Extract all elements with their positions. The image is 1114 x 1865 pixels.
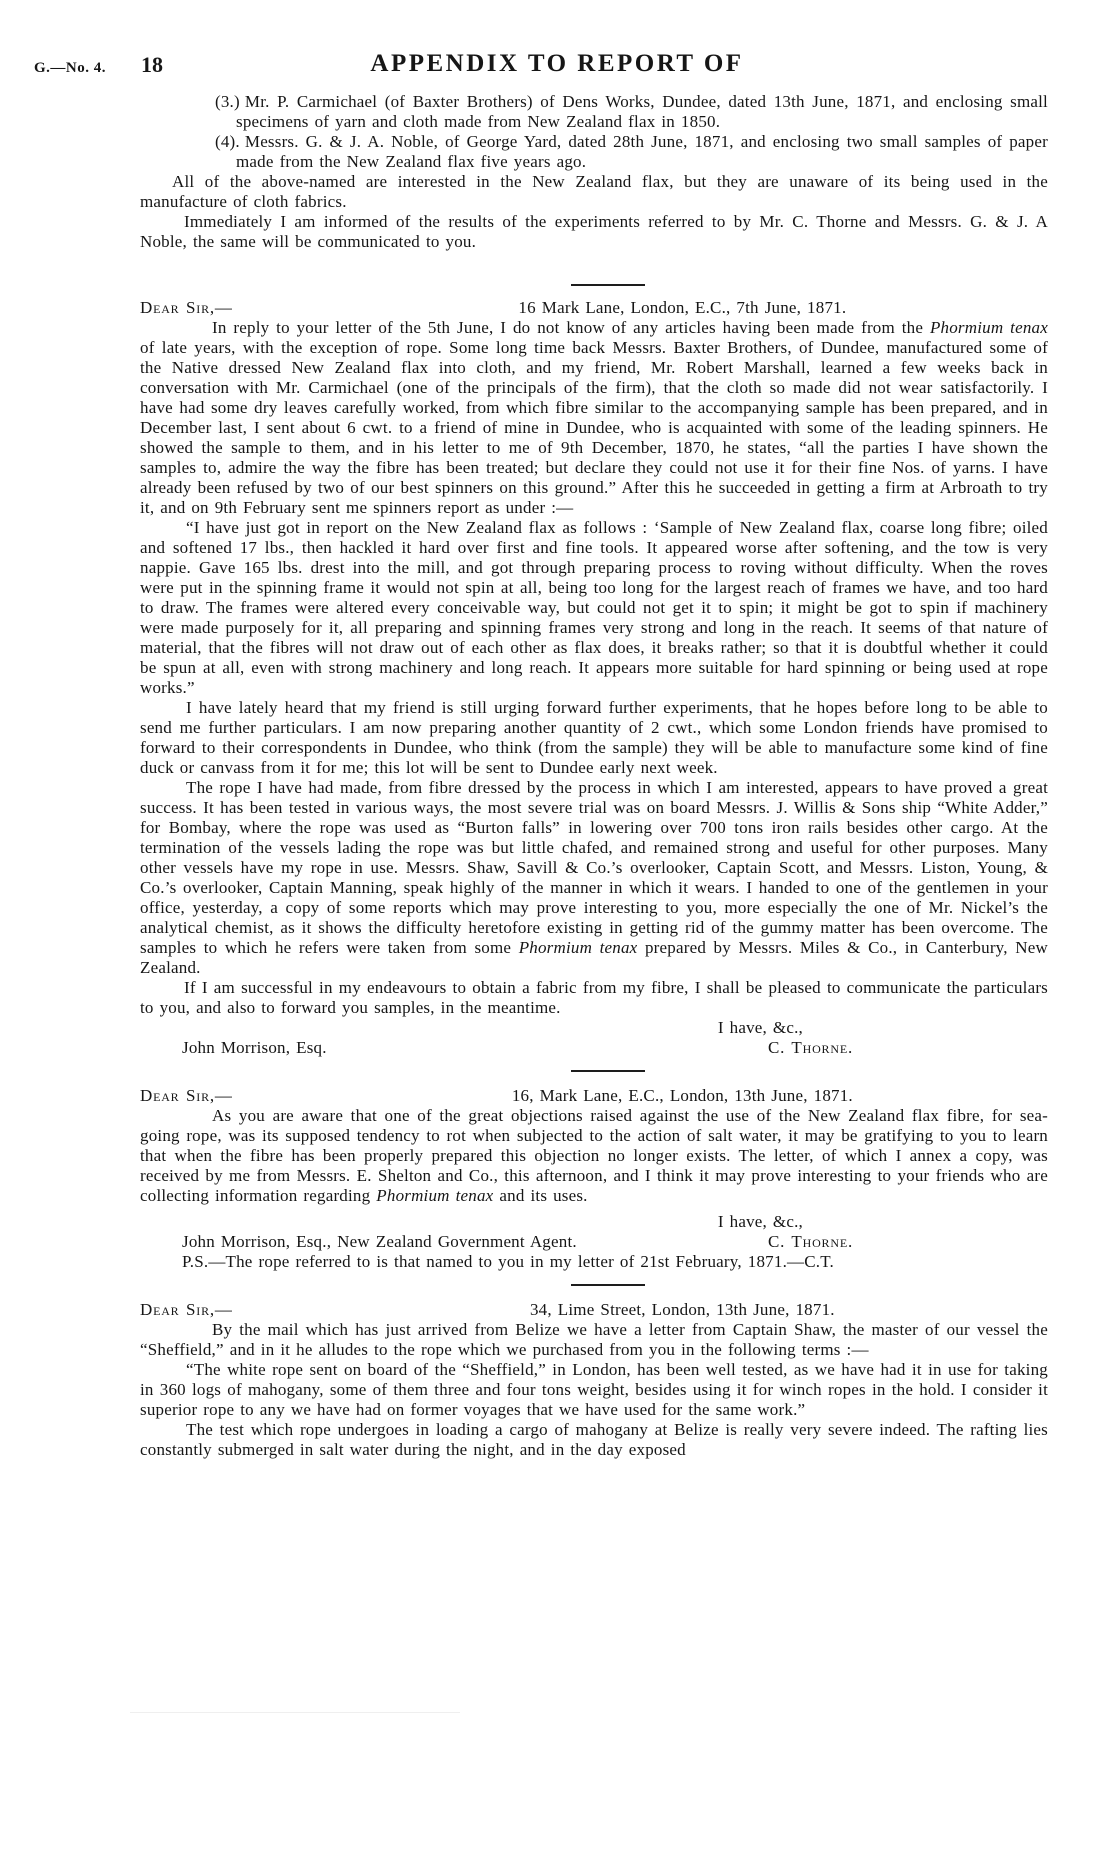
document-number: G.—No. 4.: [34, 60, 106, 76]
section-separator: [571, 1284, 645, 1286]
addressee: John Morrison, Esq., New Zealand Government Agent.: [182, 1232, 577, 1251]
list-item: [140, 92, 1048, 132]
paragraph: All of the above-named are interested in the New Zealand flax, but they are unaware of its being used in the manufacture of cloth fabrics.: [140, 172, 1048, 211]
letter-block: [140, 298, 1048, 1058]
salutation: Dear Sir,—: [140, 298, 233, 317]
paragraph: As you are aware that one of the great objections raised against the use of the New Zealand flax fibre, for sea-going rope, was its supposed tendency to rot when subjected to the action of salt water, it may be gratifying to you to learn that when the fibre has been properly prepared this objection no longer exists. The letter, of which I annex a copy, was received by me from Messrs. E. Shelton and Co., this afternoon, and I think it may prove interesting to your friends who are collecting information regarding Phormium tenax and its uses.: [140, 1106, 1048, 1205]
page-title: APPENDIX TO REPORT OF: [370, 50, 744, 77]
paragraph: “I have just got in report on the New Zealand flax as follows : ‘Sample of New Zealand flax, coarse long fibre; oiled and softened 17 lbs., then hackled it hard over first and fine tools. It appeared worse after softening, and the tow is very nappie. Gave 165 lbs. drest into the mill, and got through preparing process to roving without difficulty. When the roves were put in the spinning frame it would not spin at all, being too long for the largest reach of frames we have, and too hard to draw. The frames were altered every conceivable way, but could not get it to spin; it might be got to spin if machinery were made purposely for it, all preparing and spinning frames very strong and long in the reach. It seems of that nature of material, that the fibres will not draw out of each other as flax does, it breaks rather; so that it is doubtful whether it could be spun at all, even with strong machinery and long reach. It appears more suitable for hard spinning or being used at rope works.”: [140, 518, 1048, 697]
paragraph: “The white rope sent on board of the “Sheffield,” in London, has been well tested, as we have had it in use for taking in 360 logs of mahogany, some of them three and four tons weight, besides using it for winch ropes in the hold. I consider it superior rope to any we have had on former voyages that we have used for the same work.”: [140, 1360, 1048, 1419]
salutation-row: [140, 1086, 1048, 1106]
list-item: [140, 132, 1048, 172]
paragraph: If I am successful in my endeavours to obtain a fabric from my fibre, I shall be pleased to communicate the particulars to you, and also to forward you samples, in the meantime.: [140, 978, 1048, 1017]
letter-block: [140, 1086, 1048, 1272]
letter-closing: I have, &c.,: [717, 1212, 803, 1231]
salutation-row: [140, 298, 1048, 318]
signature-row: [140, 1038, 1048, 1058]
signature: C. Thorne.: [768, 1038, 853, 1057]
paragraph: I have lately heard that my friend is still urging forward further experiments, that he hopes before long to be able to send me further particulars. I am now preparing another quantity of 2 cwt., which some London friends have promised to forward to their correspondents in Dundee, who think (from the sample) they will be able to manufacture some kind of fine duck or canvass from it for me; this lot will be sent to Dundee early next week.: [140, 698, 1048, 777]
signature-row: [140, 1232, 1048, 1252]
signature: C. Thorne.: [768, 1232, 853, 1251]
item-text: Messrs. G. & J. A. Noble, of George Yard, dated 28th June, 1871, and enclosing two small samples of paper made from the New Zealand flax five years ago.: [236, 132, 1048, 171]
page-number: 18: [141, 52, 163, 77]
paragraph: In reply to your letter of the 5th June, I do not know of any articles having been made from the Phormium tenax of late years, with the exception of rope. Some long time back Messrs. Baxter Brothers, of Dundee, manufactured some of the Native dressed New Zealand flax into cloth, and my friend, Mr. Robert Marshall, learned a few weeks back in conversation with Mr. Carmichael (one of the principals of the firm), that the cloth so made did not wear satisfactorily. I have had some dry leaves carefully worked, from which fibre similar to the accompanying sample has been prepared, and in December last, I sent about 6 cwt. to a friend of mine in Dundee, who is acquainted with some of the leading spinners. He showed the sample to them, and in his letter to me of 9th December, 1870, he states, “all the parties I have shown the samples to, admire the way the fibre has been treated; but declare they could not use it for their fine Nos. of yarns. I have already been refused by two of our best spinners on this ground.” After this he succeeded in getting a firm at Arbroath to try it, and on 9th February sent me spinners report as under :—: [140, 318, 1048, 517]
addressee: John Morrison, Esq.: [182, 1038, 327, 1057]
salutation: Dear Sir,—: [140, 1086, 233, 1105]
salutation: Dear Sir,—: [140, 1300, 233, 1319]
faint-bottom-rule: [130, 1712, 460, 1713]
section-separator: [571, 284, 645, 286]
letter-block: [140, 1300, 1048, 1460]
item-text: Mr. P. Carmichael (of Baxter Brothers) of Dens Works, Dundee, dated 13th June, 1871, and enclosing small specimens of yarn and cloth made from New Zealand flax in 1850.: [236, 92, 1048, 131]
postscript: P.S.—The rope referred to is that named to you in my letter of 21st February, 1871.—C.T.: [182, 1252, 834, 1271]
letter-address-date: 16, Mark Lane, E.C., London, 13th June, 1871.: [511, 1086, 853, 1105]
paragraph: The rope I have had made, from fibre dressed by the process in which I am interested, appears to have proved a great success. It has been tested in various ways, the most severe trial was on board Messrs. J. Willis & Sons ship “White Adder,” for Bombay, where the rope was used as “Burton falls” in lowering over 700 tons iron rails besides other cargo. At the termination of the vessels lading the rope was but little chafed, and remained strong and useful for other purposes. Many other vessels have my rope in use. Messrs. Shaw, Savill & Co.’s overlooker, Captain Scott, and Messrs. Liston, Young, & Co.’s overlooker, Captain Manning, speak highly of the manner in which it wears. I handed to one of the gentlemen in your office, yesterday, a copy of some reports which may prove interesting to you, more especially the one of Mr. Nickel’s the analytical chemist, as it shows the difficulty heretofore existing in getting rid of the gummy matter has been overcome. The samples to which he refers were taken from some Phormium tenax prepared by Messrs. Miles & Co., in Canterbury, New Zealand.: [140, 778, 1048, 977]
paragraph: Immediately I am informed of the results of the experiments referred to by Mr. C. Thorne and Messrs. G. & J. A Noble, the same will be communicated to you.: [140, 212, 1048, 251]
letter-address-date: 16 Mark Lane, London, E.C., 7th June, 1871.: [518, 298, 847, 317]
salutation-row: [140, 1300, 1048, 1320]
item-number: (3.): [215, 92, 240, 111]
section-separator: [571, 1070, 645, 1072]
letter-closing: I have, &c.,: [717, 1018, 803, 1037]
text-column: [140, 92, 1048, 1460]
paragraph: The test which rope undergoes in loading a cargo of mahogany at Belize is really very severe indeed. The rafting lies constantly submerged in salt water during the night, and in the day exposed: [140, 1420, 1048, 1459]
paragraph: By the mail which has just arrived from Belize we have a letter from Captain Shaw, the master of our vessel the “Sheffield,” and in it he alludes to the rope which we purchased from you in the following terms :—: [140, 1320, 1048, 1359]
letter-address-date: 34, Lime Street, London, 13th June, 1871.: [529, 1300, 835, 1319]
item-number: (4).: [215, 132, 240, 151]
